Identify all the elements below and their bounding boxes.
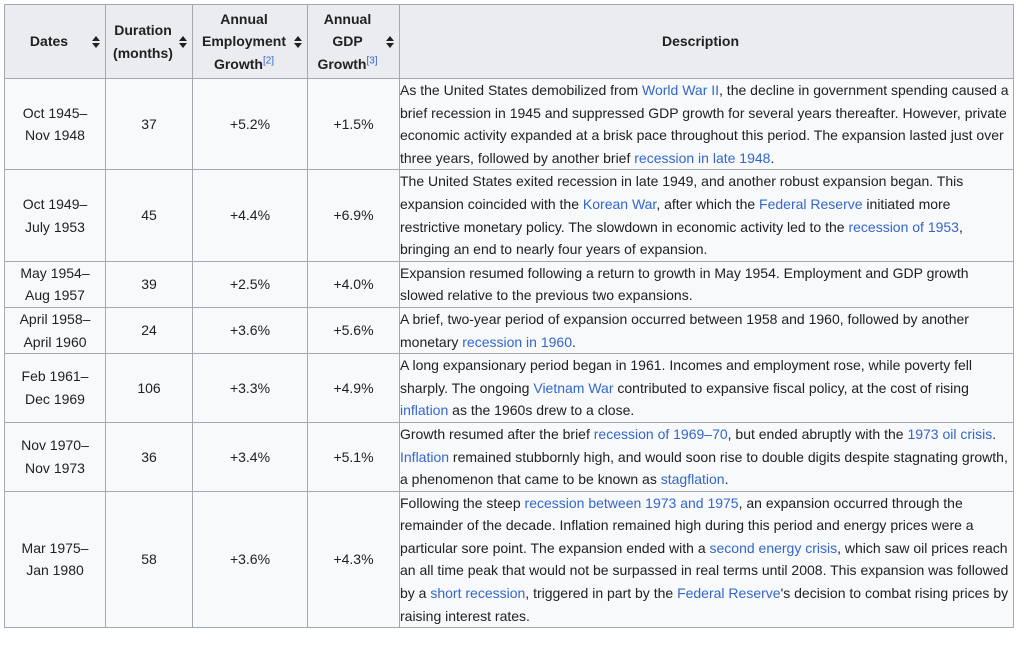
- header-description: [400, 5, 1014, 79]
- description-link[interactable]: short recession: [430, 585, 526, 602]
- header-gdp[interactable]: [308, 5, 400, 79]
- cell-description: [400, 354, 1014, 423]
- description-text: .: [992, 425, 997, 442]
- cell-description: [400, 170, 1014, 261]
- dates-line: Nov 1948: [25, 127, 85, 144]
- description-link[interactable]: recession of 1953: [848, 218, 959, 235]
- expansions-table: [4, 4, 1014, 628]
- description-link[interactable]: World War II: [642, 82, 720, 98]
- cell-duration: 24: [106, 307, 193, 353]
- description-link[interactable]: 1973 oil crisis: [907, 425, 993, 442]
- description-link[interactable]: stagflation: [660, 471, 725, 488]
- description-text: A brief, two-year period of expansion occurred between 1958 and 1960, followed by another monetary: [400, 310, 969, 350]
- description-text: Expansion resumed following a return to growth in May 1954. Employment and GDP growth slowed relative to the previous two expansions.: [400, 264, 969, 304]
- cell-duration: 37: [106, 79, 193, 170]
- sort-icon[interactable]: [386, 36, 394, 48]
- cell-gdp: +6.9%: [308, 170, 400, 261]
- dates-line: Oct 1949–: [22, 195, 88, 212]
- description-link[interactable]: Vietnam War: [533, 379, 614, 396]
- cell-employment: +3.6%: [193, 307, 308, 353]
- header-employment[interactable]: [193, 5, 308, 79]
- header-employment-label: Annual Employment Growth: [201, 10, 286, 72]
- cell-description: [400, 491, 1014, 628]
- cell-dates: [5, 422, 106, 491]
- header-duration[interactable]: [106, 5, 193, 79]
- description-text: 's decision to combat rising prices by raising interest rates.: [400, 585, 1009, 624]
- dates-line: Aug 1957: [25, 287, 85, 304]
- table-row: [5, 354, 1014, 423]
- description-link[interactable]: Federal Reserve: [677, 585, 781, 602]
- description-text: contributed to expansive fiscal policy, at the cost of rising: [613, 379, 969, 396]
- description-link[interactable]: recession in 1960: [462, 333, 572, 350]
- description-link[interactable]: Inflation: [400, 448, 450, 465]
- cell-duration: 58: [106, 491, 193, 628]
- header-description-label: Description: [661, 33, 739, 50]
- description-text: As the United States demobilized from: [400, 82, 643, 98]
- description-text: , but ended abruptly with the: [727, 425, 908, 442]
- description-text: , an expansion occurred through the remainder of the decade. Inflation remained high during this period and energy prices were a particular sore point. The expansion ended with a: [400, 494, 974, 556]
- cell-gdp: +4.0%: [308, 261, 400, 307]
- cell-description: [400, 261, 1014, 307]
- cell-employment: +4.4%: [193, 170, 308, 261]
- gdp-reference[interactable]: [366, 55, 377, 66]
- description-text: A long expansionary period began in 1961. Incomes and employment rose, while poverty fell sharply. The ongoing: [400, 357, 973, 396]
- dates-line: Mar 1975–: [21, 539, 89, 556]
- description-link[interactable]: recession in late 1948: [634, 149, 771, 166]
- dates-line: July 1953: [25, 218, 85, 235]
- cell-dates: [5, 307, 106, 353]
- cell-gdp: +5.1%: [308, 422, 400, 491]
- description-text: .: [724, 471, 729, 488]
- description-text: remained stubbornly high, and would soon rise to double digits despite stagnating growth, a phenomenon that came to be known as: [400, 448, 1008, 488]
- cell-employment: +3.6%: [193, 491, 308, 628]
- cell-employment: +5.2%: [193, 79, 308, 170]
- sort-icon[interactable]: [294, 36, 302, 48]
- cell-dates: [5, 261, 106, 307]
- dates-line: April 1958–: [19, 310, 91, 327]
- dates-line: April 1960: [23, 333, 87, 350]
- dates-line: Oct 1945–: [22, 104, 88, 121]
- description-link[interactable]: recession of 1969–70: [593, 425, 728, 442]
- sort-icon[interactable]: [92, 36, 100, 48]
- gdp-reference-link[interactable]: [3]: [366, 55, 378, 67]
- cell-gdp: +5.6%: [308, 307, 400, 353]
- description-link[interactable]: Federal Reserve: [759, 195, 863, 212]
- description-link[interactable]: inflation: [400, 402, 449, 419]
- cell-description: [400, 422, 1014, 491]
- description-link[interactable]: second energy crisis: [709, 539, 838, 556]
- table-row: [5, 422, 1014, 491]
- description-text: , after which the: [656, 195, 760, 212]
- cell-description: [400, 79, 1014, 170]
- dates-line: May 1954–: [20, 264, 90, 281]
- table-row: [5, 491, 1014, 628]
- dates-line: Jan 1980: [26, 562, 84, 579]
- header-duration-label: Duration (months): [113, 21, 173, 61]
- cell-gdp: +4.9%: [308, 354, 400, 423]
- table-row: [5, 79, 1014, 170]
- header-dates[interactable]: [5, 5, 106, 79]
- cell-employment: +2.5%: [193, 261, 308, 307]
- description-text: , triggered in part by the: [525, 585, 678, 602]
- description-text: The United States exited recession in late 1949, and another robust expansion began. This expansion coincided with the: [400, 173, 964, 212]
- cell-dates: [5, 354, 106, 423]
- description-text: Growth resumed after the brief: [400, 425, 594, 442]
- header-row: [5, 5, 1014, 79]
- description-text: , bringing an end to nearly four years of expansion.: [400, 218, 963, 258]
- header-dates-label: Dates: [29, 33, 69, 50]
- cell-employment: +3.3%: [193, 354, 308, 423]
- cell-dates: [5, 170, 106, 261]
- description-text: .: [770, 149, 775, 166]
- cell-employment: +3.4%: [193, 422, 308, 491]
- description-link[interactable]: Korean War: [582, 195, 657, 212]
- table-row: [5, 307, 1014, 353]
- table-row: [5, 170, 1014, 261]
- cell-dates: [5, 79, 106, 170]
- table-row: [5, 261, 1014, 307]
- employment-reference-link[interactable]: [2]: [262, 55, 275, 67]
- dates-line: Feb 1961–: [21, 368, 89, 385]
- description-text: , which saw oil prices reach an all time peak that would not be surpassed in real terms until 2008. This expansion was followed by a: [400, 539, 1009, 602]
- header-gdp-label: Annual GDP Growth: [317, 10, 372, 72]
- cell-dates: [5, 491, 106, 628]
- cell-duration: 45: [106, 170, 193, 261]
- employment-reference[interactable]: [263, 55, 274, 66]
- cell-duration: 36: [106, 422, 193, 491]
- cell-gdp: +1.5%: [308, 79, 400, 170]
- description-text: as the 1960s drew to a close.: [448, 402, 635, 419]
- table-body: [5, 79, 1014, 628]
- cell-duration: 39: [106, 261, 193, 307]
- cell-gdp: +4.3%: [308, 491, 400, 628]
- dates-line: Nov 1973: [25, 459, 85, 476]
- description-text: , the decline in government spending caused a brief recession in 1945 and suppressed GDP growth for several years thereafter. However, private economic activity expanded at a brisk pace throughout this period. The expansion lasted just over three years, followed by another brief: [400, 82, 1009, 166]
- description-text: initiated more restrictive monetary policy. The slowdown in economic activity led to the: [400, 195, 951, 235]
- description-link[interactable]: recession between 1973 and 1975: [524, 494, 739, 511]
- description-text: Following the steep: [400, 494, 525, 511]
- cell-duration: 106: [106, 354, 193, 423]
- cell-description: [400, 307, 1014, 353]
- description-text: .: [572, 333, 576, 350]
- sort-icon[interactable]: [179, 36, 187, 48]
- dates-line: Dec 1969: [25, 391, 85, 408]
- dates-line: Nov 1970–: [21, 437, 89, 454]
